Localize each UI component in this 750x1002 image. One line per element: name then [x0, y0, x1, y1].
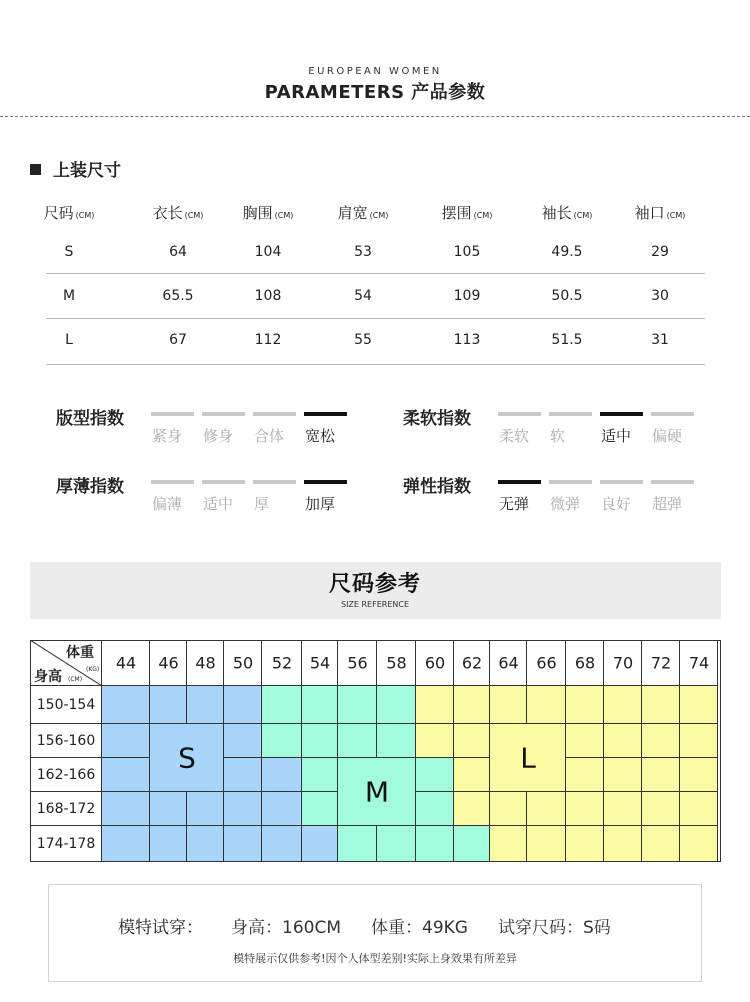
index-segment: [202, 412, 245, 416]
model-size: 试穿尺码：S码: [497, 918, 611, 938]
index-segment: [151, 412, 194, 416]
grid-size-cell-l: [642, 792, 680, 826]
table-header-unit: (CM): [75, 211, 95, 220]
index-segment: [600, 480, 643, 484]
model-note: 模特展示仅供参考!因个人体型差别!实际上身效果有所差异: [233, 952, 517, 965]
table-value-cell: 29: [651, 244, 669, 260]
weight-label: 60: [424, 653, 446, 673]
grid-size-cell-l: [680, 686, 718, 724]
grid-size-cell-s: [224, 758, 262, 792]
table-header-label: 摆围: [441, 204, 472, 222]
grid-size-cell-l: [604, 724, 642, 758]
grid-size-cell-l: [642, 724, 680, 758]
weight-label: 54: [309, 653, 331, 673]
grid-size-cell-l: [566, 792, 604, 826]
index-title: 厚薄指数: [56, 477, 124, 497]
weight-label: 74: [688, 653, 710, 673]
grid-size-cell-s: [102, 758, 150, 792]
model-info-line: [118, 913, 611, 938]
index-option: 适中: [203, 495, 234, 513]
index-segment-selected: [304, 480, 347, 484]
section-title-text: 上装尺寸: [53, 161, 121, 181]
index-segment-selected: [304, 412, 347, 416]
grid-size-cell-l: [454, 724, 490, 758]
grid-size-cell-s: [150, 792, 187, 826]
corner-height-label: 身高: [34, 669, 62, 685]
grid-size-cell-s: [150, 686, 187, 724]
table-header-label: 袖长: [541, 204, 572, 222]
table-value-cell: 64: [169, 244, 187, 260]
grid-size-cell-s: [187, 792, 224, 826]
table-header-cell: [44, 202, 95, 223]
table-size-cell: S: [64, 244, 74, 260]
grid-size-cell-s: [150, 826, 187, 862]
model-weight: 体重：49KG: [371, 918, 468, 938]
grid-size-cell-m: [338, 686, 377, 724]
square-bullet-icon: [30, 164, 41, 175]
index-option: 厚: [254, 495, 270, 513]
grid-size-cell-l: [642, 686, 680, 724]
grid-size-cell-l: [604, 758, 642, 792]
table-header-cell: [635, 202, 686, 223]
grid-size-cell-m: [416, 758, 454, 792]
index-title: 版型指数: [56, 409, 124, 429]
grid-size-cell-s: [302, 826, 338, 862]
height-label: 174-178: [36, 836, 96, 852]
size-reference-subtitle: SIZE REFERENCE: [340, 600, 410, 609]
table-value-cell: 108: [254, 288, 282, 304]
table-header-cell: [442, 202, 493, 223]
size-grid: [30, 640, 721, 862]
index-segment: [651, 480, 694, 484]
table-row-divider: [46, 273, 705, 274]
grid-size-cell-s: [224, 792, 262, 826]
grid-size-cell-s: [187, 686, 224, 724]
index-option-selected: 宽松: [305, 427, 336, 445]
grid-size-cell-l: [680, 792, 718, 826]
weight-label: 52: [271, 653, 293, 673]
index-option: 合体: [254, 427, 285, 445]
table-row-divider: [46, 318, 705, 319]
weight-label: 66: [536, 653, 557, 673]
weight-label: 44: [115, 653, 137, 673]
grid-size-cell-m: [377, 724, 416, 758]
table-value-cell: 54: [354, 288, 372, 304]
size-zone-label-m: M: [364, 775, 390, 809]
index-option: 修身: [203, 427, 234, 445]
grid-size-cell-l: [566, 826, 604, 862]
header-title: PARAMETERS 产品参数: [264, 82, 486, 103]
table-header-unit: (CM): [369, 211, 389, 220]
grid-size-cell-l: [604, 826, 642, 862]
index-option: 良好: [601, 495, 632, 513]
grid-size-cell-m: [377, 686, 416, 724]
model-label: 模特试穿：: [118, 918, 203, 938]
grid-size-cell-m: [302, 686, 338, 724]
grid-size-cell-l: [454, 758, 490, 792]
grid-size-cell-s: [102, 826, 150, 862]
table-value-cell: 67: [169, 332, 187, 348]
table-header-label: 肩宽: [337, 204, 368, 222]
grid-size-cell-m: [338, 826, 377, 862]
size-reference-title: 尺码参考: [328, 572, 421, 597]
grid-size-cell-l: [490, 792, 527, 826]
corner-weight-unit: (KG): [86, 666, 100, 673]
grid-corner-cell: [30, 640, 102, 686]
model-height: 身高：160CM: [231, 918, 341, 938]
index-title: 弹性指数: [403, 477, 471, 497]
grid-size-cell-l: [527, 792, 566, 826]
weight-label: 62: [461, 653, 483, 673]
grid-size-cell-l: [642, 758, 680, 792]
grid-size-cell-m: [302, 792, 338, 826]
index-segment-selected: [498, 480, 541, 484]
grid-size-cell-l: [604, 792, 642, 826]
grid-size-cell-s: [102, 792, 150, 826]
grid-size-cell-l: [527, 826, 566, 862]
table-value-cell: 50.5: [551, 288, 583, 304]
grid-size-cell-l: [454, 792, 490, 826]
grid-size-cell-l: [680, 758, 718, 792]
weight-label: 48: [195, 653, 216, 673]
index-segment-selected: [600, 412, 643, 416]
grid-size-cell-s: [102, 686, 150, 724]
grid-size-cell-l: [680, 826, 718, 862]
grid-size-cell-s: [262, 792, 302, 826]
index-option: 超弹: [652, 495, 683, 513]
corner-height-unit: (CM): [68, 676, 83, 683]
grid-size-cell-l: [566, 758, 604, 792]
height-label: 156-160: [36, 733, 96, 749]
index-segment: [151, 480, 194, 484]
table-value-cell: 109: [453, 288, 481, 304]
grid-size-cell-l: [454, 686, 490, 724]
corner-weight-label: 体重: [66, 645, 94, 661]
size-zone-label-s: S: [178, 741, 196, 775]
weight-label: 68: [574, 653, 596, 673]
table-header-unit: (CM): [473, 211, 493, 220]
grid-size-cell-s: [187, 826, 224, 862]
table-value-cell: 31: [651, 332, 669, 348]
grid-size-cell-m: [454, 826, 490, 862]
table-value-cell: 104: [254, 244, 282, 260]
index-segment: [202, 480, 245, 484]
index-segment: [651, 412, 694, 416]
weight-label: 50: [232, 653, 254, 673]
grid-size-cell-s: [224, 724, 262, 758]
height-label: 168-172: [36, 801, 96, 817]
height-label: 162-166: [36, 767, 96, 783]
table-header-cell: [338, 202, 389, 223]
grid-size-cell-m: [416, 826, 454, 862]
grid-size-cell-l: [416, 686, 454, 724]
section-title: [30, 156, 121, 181]
grid-size-cell-s: [262, 826, 302, 862]
index-option: 柔软: [499, 427, 530, 445]
dashed-divider: [0, 116, 750, 117]
table-size-cell: L: [65, 332, 73, 348]
table-header-unit: (CM): [666, 211, 686, 220]
grid-size-cell-l: [604, 686, 642, 724]
index-option: 微弹: [550, 495, 581, 513]
grid-size-cell-l: [490, 686, 527, 724]
index-segment: [253, 480, 296, 484]
table-header-unit: (CM): [184, 211, 204, 220]
size-zone-label-l: L: [520, 741, 536, 775]
grid-size-cell-l: [490, 826, 527, 862]
table-header-cell: [542, 202, 593, 223]
grid-size-cell-s: [224, 826, 262, 862]
table-header-label: 胸围: [242, 204, 273, 222]
table-value-cell: 65.5: [162, 288, 194, 304]
header-subtitle: EUROPEAN WOMEN: [308, 66, 442, 77]
table-value-cell: 113: [453, 332, 481, 348]
grid-size-cell-s: [262, 758, 302, 792]
table-header-cell: [153, 202, 204, 223]
table-value-cell: 30: [651, 288, 669, 304]
height-label: 150-154: [36, 697, 96, 713]
table-size-cell: M: [62, 288, 76, 304]
index-segment: [549, 480, 592, 484]
index-option: 紧身: [152, 427, 183, 445]
index-segment: [549, 412, 592, 416]
weight-label: 46: [158, 653, 179, 673]
grid-size-cell-l: [642, 826, 680, 862]
grid-size-cell-l: [527, 686, 566, 724]
grid-size-cell-m: [416, 792, 454, 826]
grid-size-cell-m: [302, 724, 338, 758]
index-option: 偏硬: [652, 427, 683, 445]
table-value-cell: 55: [354, 332, 372, 348]
index-option-selected: 适中: [601, 427, 632, 445]
table-header-label: 衣长: [152, 204, 183, 222]
grid-size-cell-m: [377, 826, 416, 862]
table-header-label: 袖口: [634, 204, 665, 222]
table-value-cell: 105: [453, 244, 481, 260]
index-segment: [253, 412, 296, 416]
table-row-divider: [46, 364, 705, 365]
table-value-cell: 112: [254, 332, 282, 348]
grid-size-cell-l: [566, 724, 604, 758]
weight-label: 72: [650, 653, 672, 673]
grid-size-cell-l: [566, 686, 604, 724]
grid-size-cell-m: [302, 758, 338, 792]
index-option-selected: 加厚: [305, 495, 336, 513]
table-header-unit: (CM): [274, 211, 294, 220]
grid-size-cell-m: [262, 686, 302, 724]
grid-size-cell-s: [102, 724, 150, 758]
index-option: 软: [550, 427, 566, 445]
table-value-cell: 49.5: [551, 244, 583, 260]
weight-label: 70: [612, 653, 634, 673]
weight-label: 58: [386, 653, 407, 673]
grid-size-cell-l: [680, 724, 718, 758]
table-value-cell: 51.5: [551, 332, 583, 348]
table-header-unit: (CM): [573, 211, 593, 220]
index-segment: [498, 412, 541, 416]
index-title: 柔软指数: [403, 409, 471, 429]
weight-label: 56: [347, 653, 368, 673]
table-value-cell: 53: [354, 244, 372, 260]
weight-label: 64: [498, 653, 519, 673]
table-header-cell: [243, 202, 294, 223]
table-header-label: 尺码: [43, 204, 74, 222]
index-option: 偏薄: [152, 495, 183, 513]
grid-size-cell-l: [416, 724, 454, 758]
index-option-selected: 无弹: [499, 495, 530, 513]
grid-size-cell-s: [224, 686, 262, 724]
grid-size-cell-m: [262, 724, 302, 758]
grid-size-cell-m: [338, 724, 377, 758]
